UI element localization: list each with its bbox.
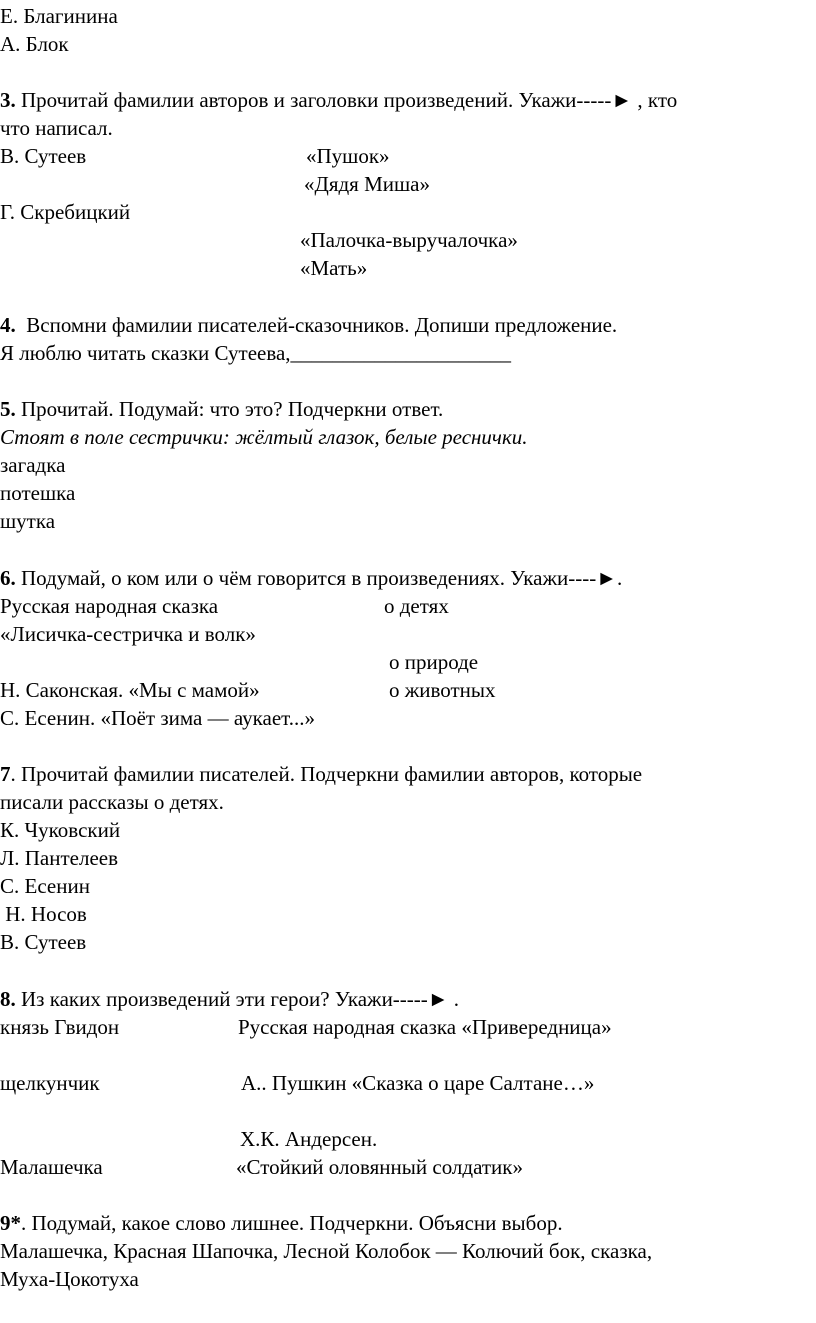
q6-work-sakonskaya: Н. Саконская. «Мы с мамой»	[0, 678, 260, 702]
riddle-text: Стоят в поле сестрички: жёлтый глазок, белые реснички.	[0, 425, 528, 449]
question-3-line2: что написал.	[0, 116, 113, 140]
question-4-text: Вспомни фамилии писателей-сказочников. Допиши предложение.	[15, 313, 618, 337]
question-5-text: Прочитай. Подумай: что это? Подчеркни ответ.	[15, 397, 444, 421]
q5-option-shutka: шутка	[0, 509, 56, 533]
q6-topic-priroda: о природе	[389, 650, 479, 674]
question-8-number: 8.	[0, 987, 16, 1011]
question-6-line1	[0, 566, 622, 590]
question-5-riddle	[0, 425, 528, 449]
question-4-line1	[0, 313, 617, 337]
question-5-number: 5.	[0, 397, 16, 421]
author-blaginina: Е. Благинина	[0, 4, 118, 28]
question-8-line1	[0, 987, 459, 1011]
question-9-text: . Подумай, какое слово лишнее. Подчеркни. Объясни выбор.	[21, 1211, 563, 1235]
q3-author-suteev: В. Сутеев	[0, 144, 87, 168]
question-7-line1	[0, 762, 642, 786]
q8-hero-shchelkunchik: щелкунчик	[0, 1071, 100, 1095]
q3-title-pushok: «Пушок»	[306, 144, 390, 168]
question-6-number: 6.	[0, 566, 16, 590]
author-blok: А. Блок	[0, 32, 69, 56]
q7-name-suteev: В. Сутеев	[0, 930, 87, 954]
question-4-number: 4.	[0, 313, 16, 337]
q8-work-priveerednitsa: Русская народная сказка «Привередница»	[238, 1015, 612, 1039]
question-6-text: Подумай, о ком или о чём говорится в произведениях. Укажи----►.	[15, 566, 623, 590]
question-3-number: 3.	[0, 88, 16, 112]
q8-hero-malashechka: Малашечка	[0, 1155, 103, 1179]
question-3-line1	[0, 88, 677, 112]
question-9-line1	[0, 1211, 563, 1235]
q6-topic-zhivotnye: о животных	[389, 678, 496, 702]
q6-work-esenin: С. Есенин. «Поёт зима — аукает...»	[0, 706, 315, 730]
q3-title-mat: «Мать»	[300, 256, 368, 280]
q8-hero-gvidon: князь Гвидон	[0, 1015, 120, 1039]
q3-author-skrebitsky: Г. Скребицкий	[0, 200, 131, 224]
question-7-number: 7	[0, 762, 11, 786]
q3-title-dyadya-misha: «Дядя Миша»	[304, 172, 430, 196]
q7-name-nosov: Н. Носов	[0, 902, 87, 926]
q7-name-panteleev: Л. Пантелеев	[0, 846, 119, 870]
question-3-text: Прочитай фамилии авторов и заголовки произведений. Укажи-----► , кто	[15, 88, 678, 112]
q5-option-poteshka: потешка	[0, 481, 76, 505]
q7-name-chukovsky: К. Чуковский	[0, 818, 121, 842]
question-9-line3: Муха-Цокотуха	[0, 1267, 139, 1291]
q6-topic-deti: о детях	[384, 594, 449, 618]
question-7-line2: писали рассказы о детях.	[0, 790, 224, 814]
q3-title-palochka: «Палочка-выручалочка»	[300, 228, 518, 252]
q8-work-pushkin: А.. Пушкин «Сказка о царе Салтане…»	[241, 1071, 595, 1095]
question-8-text: Из каких произведений эти герои? Укажи-----► .	[15, 987, 460, 1011]
q7-name-esenin: С. Есенин	[0, 874, 90, 898]
question-4-line2: Я люблю читать сказки Сутеева,_____________________	[0, 341, 512, 365]
q8-work-soldatik: «Стойкий оловянный солдатик»	[236, 1155, 523, 1179]
question-7-text: . Прочитай фамилии писателей. Подчеркни фамилии авторов, которые	[10, 762, 643, 786]
question-9-line2: Малашечка, Красная Шапочка, Лесной Колобок — Колючий бок, сказка,	[0, 1239, 653, 1263]
question-5-line1	[0, 397, 443, 421]
q6-work-russkaya-skazka: Русская народная сказка	[0, 594, 219, 618]
q6-work-lisichka: «Лисичка-сестричка и волк»	[0, 622, 256, 646]
question-9-number: 9*	[0, 1211, 21, 1235]
q8-work-andersen: Х.К. Андерсен.	[240, 1127, 378, 1151]
q5-option-zagadka: загадка	[0, 453, 66, 477]
